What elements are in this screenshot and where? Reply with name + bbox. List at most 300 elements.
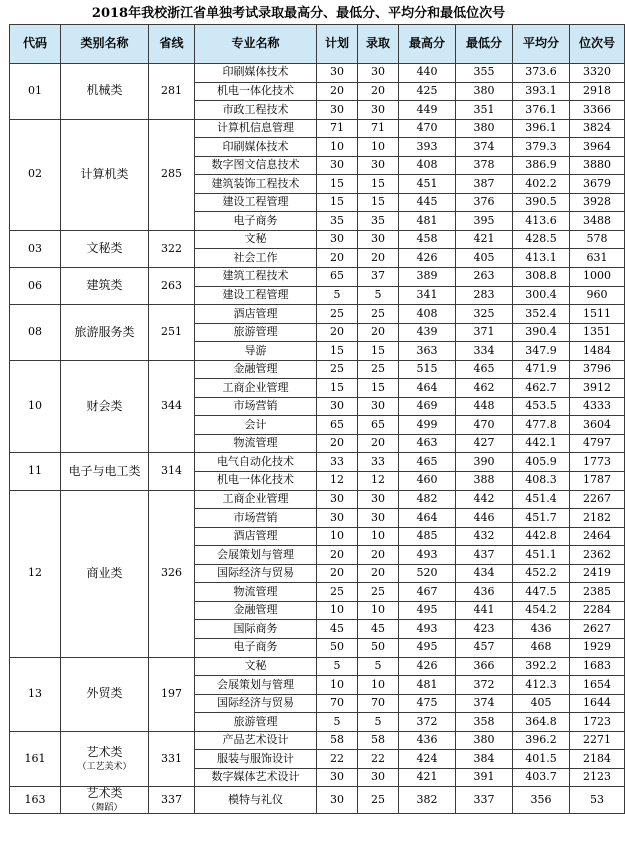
cell-rank: 2123 (570, 768, 625, 787)
cell-avg-score: 436 (513, 620, 570, 639)
cell-rank: 2464 (570, 527, 625, 546)
cell-max-score: 393 (399, 138, 456, 157)
group-code: 10 (10, 360, 61, 453)
cell-rank: 631 (570, 249, 625, 268)
cell-major: 金融管理 (195, 601, 317, 620)
cell-avg-score: 452.2 (513, 564, 570, 583)
cell-max-score: 372 (399, 713, 456, 732)
cell-plan: 10 (317, 676, 358, 695)
group-category-subname: （舞蹈） (86, 803, 123, 814)
group-provincial-line: 337 (149, 787, 195, 814)
cell-min-score: 351 (456, 101, 513, 120)
cell-min-score: 380 (456, 731, 513, 750)
header-min-score: 最低分 (456, 25, 513, 64)
cell-major: 产品艺术设计 (195, 731, 317, 750)
cell-min-score: 283 (456, 286, 513, 305)
cell-min-score: 446 (456, 509, 513, 528)
cell-min-score: 384 (456, 750, 513, 769)
cell-avg-score: 364.8 (513, 713, 570, 732)
cell-rank: 53 (570, 787, 625, 814)
cell-max-score: 493 (399, 546, 456, 565)
cell-max-score: 469 (399, 397, 456, 416)
cell-avg-score: 402.2 (513, 175, 570, 194)
cell-min-score: 380 (456, 119, 513, 138)
cell-max-score: 464 (399, 509, 456, 528)
cell-rank: 1511 (570, 305, 625, 324)
group-code: 06 (10, 268, 61, 305)
cell-avg-score: 471.9 (513, 360, 570, 379)
group-category (61, 490, 149, 657)
cell-max-score: 426 (399, 657, 456, 676)
cell-plan: 5 (317, 657, 358, 676)
cell-avg-score: 300.4 (513, 286, 570, 305)
cell-max-score: 439 (399, 323, 456, 342)
cell-plan: 12 (317, 472, 358, 491)
group-code: 11 (10, 453, 61, 490)
cell-min-score: 387 (456, 175, 513, 194)
cell-min-score: 391 (456, 768, 513, 787)
cell-admitted: 22 (358, 750, 399, 769)
cell-major: 机电一体化技术 (195, 472, 317, 491)
cell-max-score: 481 (399, 676, 456, 695)
cell-rank: 3366 (570, 101, 625, 120)
cell-plan: 30 (317, 787, 358, 814)
group-code: 163 (10, 787, 61, 814)
cell-admitted: 25 (358, 360, 399, 379)
cell-plan: 30 (317, 509, 358, 528)
cell-rank: 2182 (570, 509, 625, 528)
cell-max-score: 463 (399, 434, 456, 453)
group-category-name: 电子与电工类 (68, 463, 141, 478)
cell-plan: 25 (317, 305, 358, 324)
cell-admitted: 10 (358, 601, 399, 620)
cell-plan: 65 (317, 416, 358, 435)
cell-avg-score: 451.7 (513, 509, 570, 528)
cell-avg-score: 376.1 (513, 101, 570, 120)
cell-min-score: 358 (456, 713, 513, 732)
cell-rank: 1929 (570, 638, 625, 657)
cell-rank: 1484 (570, 342, 625, 361)
cell-max-score: 465 (399, 453, 456, 472)
cell-min-score: 448 (456, 397, 513, 416)
cell-admitted: 20 (358, 434, 399, 453)
cell-plan: 65 (317, 268, 358, 287)
cell-rank: 3880 (570, 156, 625, 175)
header-admitted: 录取 (358, 25, 399, 64)
cell-admitted: 15 (358, 193, 399, 212)
cell-major: 酒店管理 (195, 527, 317, 546)
cell-plan: 20 (317, 564, 358, 583)
cell-max-score: 425 (399, 82, 456, 101)
group-category (61, 453, 149, 490)
group-code: 02 (10, 119, 61, 230)
cell-rank: 960 (570, 286, 625, 305)
group-category (61, 731, 149, 787)
cell-major: 市政工程技术 (195, 101, 317, 120)
cell-plan: 15 (317, 379, 358, 398)
cell-min-score: 378 (456, 156, 513, 175)
cell-max-score: 440 (399, 64, 456, 83)
cell-min-score: 325 (456, 305, 513, 324)
group-category-name: 财会类 (86, 398, 123, 413)
cell-admitted: 15 (358, 379, 399, 398)
cell-major: 市场营销 (195, 509, 317, 528)
group-category-name: 艺术类 (86, 786, 123, 801)
cell-plan: 20 (317, 546, 358, 565)
cell-admitted: 33 (358, 453, 399, 472)
table-row (10, 731, 625, 750)
cell-major: 模特与礼仪 (195, 787, 317, 814)
cell-major: 国际经济与贸易 (195, 694, 317, 713)
cell-min-score: 388 (456, 472, 513, 491)
cell-max-score: 460 (399, 472, 456, 491)
cell-rank: 2362 (570, 546, 625, 565)
group-code: 08 (10, 305, 61, 361)
cell-rank: 3604 (570, 416, 625, 435)
table-row (10, 119, 625, 138)
group-category (61, 119, 149, 230)
cell-min-score: 427 (456, 434, 513, 453)
cell-plan: 15 (317, 175, 358, 194)
cell-major: 会展策划与管理 (195, 546, 317, 565)
cell-min-score: 380 (456, 82, 513, 101)
cell-plan: 22 (317, 750, 358, 769)
table-body (10, 64, 625, 814)
cell-min-score: 390 (456, 453, 513, 472)
cell-plan: 70 (317, 694, 358, 713)
cell-admitted: 5 (358, 713, 399, 732)
cell-major: 会计 (195, 416, 317, 435)
cell-min-score: 470 (456, 416, 513, 435)
cell-plan: 25 (317, 583, 358, 602)
cell-plan: 30 (317, 490, 358, 509)
group-provincial-line: 285 (149, 119, 195, 230)
cell-rank: 3964 (570, 138, 625, 157)
cell-plan: 45 (317, 620, 358, 639)
cell-max-score: 426 (399, 249, 456, 268)
table-row (10, 490, 625, 509)
table-row (10, 657, 625, 676)
cell-avg-score: 451.4 (513, 490, 570, 509)
group-provincial-line: 281 (149, 64, 195, 120)
cell-plan: 5 (317, 286, 358, 305)
cell-avg-score: 373.6 (513, 64, 570, 83)
cell-min-score: 432 (456, 527, 513, 546)
cell-admitted: 70 (358, 694, 399, 713)
cell-admitted: 30 (358, 156, 399, 175)
group-category (61, 305, 149, 361)
cell-max-score: 449 (399, 101, 456, 120)
cell-admitted: 65 (358, 416, 399, 435)
cell-avg-score: 401.5 (513, 750, 570, 769)
header-rank: 位次号 (570, 25, 625, 64)
page (9, 0, 615, 814)
cell-min-score: 423 (456, 620, 513, 639)
cell-plan: 20 (317, 82, 358, 101)
cell-min-score: 372 (456, 676, 513, 695)
cell-major: 工商企业管理 (195, 379, 317, 398)
cell-plan: 10 (317, 527, 358, 546)
cell-rank: 2627 (570, 620, 625, 639)
cell-major: 社会工作 (195, 249, 317, 268)
cell-major: 建筑工程技术 (195, 268, 317, 287)
cell-admitted: 37 (358, 268, 399, 287)
cell-max-score: 421 (399, 768, 456, 787)
cell-plan: 10 (317, 138, 358, 157)
cell-major: 国际经济与贸易 (195, 564, 317, 583)
cell-admitted: 12 (358, 472, 399, 491)
cell-avg-score: 396.2 (513, 731, 570, 750)
cell-major: 数字图文信息技术 (195, 156, 317, 175)
cell-admitted: 20 (358, 564, 399, 583)
cell-max-score: 408 (399, 305, 456, 324)
cell-avg-score: 390.5 (513, 193, 570, 212)
cell-admitted: 15 (358, 342, 399, 361)
cell-plan: 20 (317, 434, 358, 453)
cell-major: 建设工程管理 (195, 193, 317, 212)
cell-min-score: 434 (456, 564, 513, 583)
cell-rank: 4797 (570, 434, 625, 453)
cell-avg-score: 408.3 (513, 472, 570, 491)
cell-avg-score: 396.1 (513, 119, 570, 138)
cell-max-score: 464 (399, 379, 456, 398)
cell-rank: 2918 (570, 82, 625, 101)
group-category (61, 787, 149, 814)
cell-major: 建设工程管理 (195, 286, 317, 305)
cell-major: 工商企业管理 (195, 490, 317, 509)
cell-major: 机电一体化技术 (195, 82, 317, 101)
cell-admitted: 30 (358, 768, 399, 787)
cell-min-score: 395 (456, 212, 513, 231)
cell-max-score: 451 (399, 175, 456, 194)
cell-major: 物流管理 (195, 583, 317, 602)
cell-max-score: 520 (399, 564, 456, 583)
cell-min-score: 371 (456, 323, 513, 342)
cell-rank: 1773 (570, 453, 625, 472)
cell-rank: 3320 (570, 64, 625, 83)
cell-max-score: 382 (399, 787, 456, 814)
cell-rank: 2184 (570, 750, 625, 769)
cell-avg-score: 468 (513, 638, 570, 657)
cell-admitted: 20 (358, 323, 399, 342)
group-category-name: 计算机类 (80, 166, 129, 181)
header-row (10, 25, 625, 64)
cell-admitted: 30 (358, 397, 399, 416)
cell-max-score: 389 (399, 268, 456, 287)
cell-min-score: 374 (456, 694, 513, 713)
cell-min-score: 436 (456, 583, 513, 602)
cell-major: 会展策划与管理 (195, 676, 317, 695)
group-code: 03 (10, 230, 61, 267)
cell-plan: 25 (317, 360, 358, 379)
group-provincial-line: 322 (149, 230, 195, 267)
cell-major: 旅游管理 (195, 323, 317, 342)
cell-avg-score: 379.3 (513, 138, 570, 157)
cell-min-score: 263 (456, 268, 513, 287)
cell-max-score: 495 (399, 601, 456, 620)
cell-max-score: 499 (399, 416, 456, 435)
cell-plan: 5 (317, 713, 358, 732)
cell-admitted: 25 (358, 583, 399, 602)
cell-plan: 20 (317, 323, 358, 342)
group-category (61, 360, 149, 453)
group-category (61, 230, 149, 267)
group-category (61, 64, 149, 120)
group-provincial-line: 251 (149, 305, 195, 361)
cell-plan: 33 (317, 453, 358, 472)
cell-max-score: 485 (399, 527, 456, 546)
cell-avg-score: 392.2 (513, 657, 570, 676)
cell-min-score: 376 (456, 193, 513, 212)
cell-plan: 50 (317, 638, 358, 657)
cell-max-score: 408 (399, 156, 456, 175)
header-plan: 计划 (317, 25, 358, 64)
cell-avg-score: 447.5 (513, 583, 570, 602)
cell-avg-score: 412.3 (513, 676, 570, 695)
cell-plan: 58 (317, 731, 358, 750)
cell-min-score: 355 (456, 64, 513, 83)
group-category-name: 机械类 (86, 83, 123, 98)
cell-max-score: 363 (399, 342, 456, 361)
cell-avg-score: 477.8 (513, 416, 570, 435)
group-code: 12 (10, 490, 61, 657)
cell-avg-score: 451.1 (513, 546, 570, 565)
cell-admitted: 50 (358, 638, 399, 657)
group-category-name: 商业类 (86, 565, 123, 580)
group-category-subname: （工艺美术） (77, 761, 132, 772)
group-code: 161 (10, 731, 61, 787)
admission-table (9, 24, 625, 814)
cell-avg-score: 308.8 (513, 268, 570, 287)
cell-max-score: 424 (399, 750, 456, 769)
cell-major: 计算机信息管理 (195, 119, 317, 138)
cell-avg-score: 405.9 (513, 453, 570, 472)
group-code: 13 (10, 657, 61, 731)
header-max-score: 最高分 (399, 25, 456, 64)
cell-max-score: 495 (399, 638, 456, 657)
cell-major: 电子商务 (195, 638, 317, 657)
cell-major: 国际商务 (195, 620, 317, 639)
cell-admitted: 30 (358, 490, 399, 509)
group-category (61, 268, 149, 305)
cell-avg-score: 356 (513, 787, 570, 814)
header-avg-score: 平均分 (513, 25, 570, 64)
cell-admitted: 5 (358, 657, 399, 676)
table-row (10, 453, 625, 472)
cell-rank: 3488 (570, 212, 625, 231)
header-major: 专业名称 (195, 25, 317, 64)
table-row (10, 360, 625, 379)
cell-rank: 2284 (570, 601, 625, 620)
cell-rank: 1683 (570, 657, 625, 676)
cell-major: 电子商务 (195, 212, 317, 231)
cell-avg-score: 462.7 (513, 379, 570, 398)
group-category-name: 外贸类 (86, 686, 123, 701)
cell-plan: 30 (317, 230, 358, 249)
cell-major: 服装与服饰设计 (195, 750, 317, 769)
header-category: 类别名称 (61, 25, 149, 64)
cell-max-score: 481 (399, 212, 456, 231)
cell-min-score: 374 (456, 138, 513, 157)
cell-admitted: 20 (358, 82, 399, 101)
cell-plan: 30 (317, 768, 358, 787)
cell-max-score: 458 (399, 230, 456, 249)
group-provincial-line: 326 (149, 490, 195, 657)
cell-avg-score: 347.9 (513, 342, 570, 361)
header-provincial-line: 省线 (149, 25, 195, 64)
cell-plan: 10 (317, 601, 358, 620)
cell-rank: 1644 (570, 694, 625, 713)
cell-admitted: 10 (358, 676, 399, 695)
cell-rank: 3824 (570, 119, 625, 138)
page-title: 2018年我校浙江省单独考试录取最高分、最低分、平均分和最低位次号 (91, 6, 506, 21)
cell-plan: 20 (317, 249, 358, 268)
group-provincial-line: 314 (149, 453, 195, 490)
cell-avg-score: 453.5 (513, 397, 570, 416)
cell-plan: 30 (317, 64, 358, 83)
cell-max-score: 515 (399, 360, 456, 379)
cell-min-score: 462 (456, 379, 513, 398)
cell-rank: 1723 (570, 713, 625, 732)
cell-plan: 30 (317, 101, 358, 120)
table-row (10, 305, 625, 324)
group-provincial-line: 331 (149, 731, 195, 787)
cell-major: 文秘 (195, 230, 317, 249)
cell-admitted: 58 (358, 731, 399, 750)
cell-min-score: 334 (456, 342, 513, 361)
cell-min-score: 337 (456, 787, 513, 814)
cell-admitted: 45 (358, 620, 399, 639)
cell-min-score: 465 (456, 360, 513, 379)
cell-max-score: 482 (399, 490, 456, 509)
cell-plan: 71 (317, 119, 358, 138)
table-row (10, 64, 625, 83)
cell-admitted: 25 (358, 305, 399, 324)
cell-admitted: 10 (358, 138, 399, 157)
group-category-name: 建筑类 (86, 278, 123, 293)
cell-major: 酒店管理 (195, 305, 317, 324)
cell-avg-score: 393.1 (513, 82, 570, 101)
header-code: 代码 (10, 25, 61, 64)
cell-major: 数字媒体艺术设计 (195, 768, 317, 787)
cell-max-score: 475 (399, 694, 456, 713)
cell-max-score: 470 (399, 119, 456, 138)
cell-rank: 2419 (570, 564, 625, 583)
cell-min-score: 366 (456, 657, 513, 676)
cell-admitted: 15 (358, 175, 399, 194)
cell-avg-score: 386.9 (513, 156, 570, 175)
cell-min-score: 437 (456, 546, 513, 565)
cell-admitted: 30 (358, 509, 399, 528)
cell-major: 旅游管理 (195, 713, 317, 732)
cell-max-score: 493 (399, 620, 456, 639)
cell-major: 电气自动化技术 (195, 453, 317, 472)
cell-admitted: 20 (358, 546, 399, 565)
cell-max-score: 467 (399, 583, 456, 602)
cell-rank: 4333 (570, 397, 625, 416)
group-provincial-line: 197 (149, 657, 195, 731)
cell-rank: 1654 (570, 676, 625, 695)
cell-min-score: 442 (456, 490, 513, 509)
cell-avg-score: 413.6 (513, 212, 570, 231)
cell-major: 金融管理 (195, 360, 317, 379)
cell-min-score: 405 (456, 249, 513, 268)
group-category-name: 艺术类 (86, 744, 123, 759)
cell-min-score: 421 (456, 230, 513, 249)
cell-major: 市场营销 (195, 397, 317, 416)
cell-major: 物流管理 (195, 434, 317, 453)
group-category-name: 旅游服务类 (74, 324, 135, 339)
